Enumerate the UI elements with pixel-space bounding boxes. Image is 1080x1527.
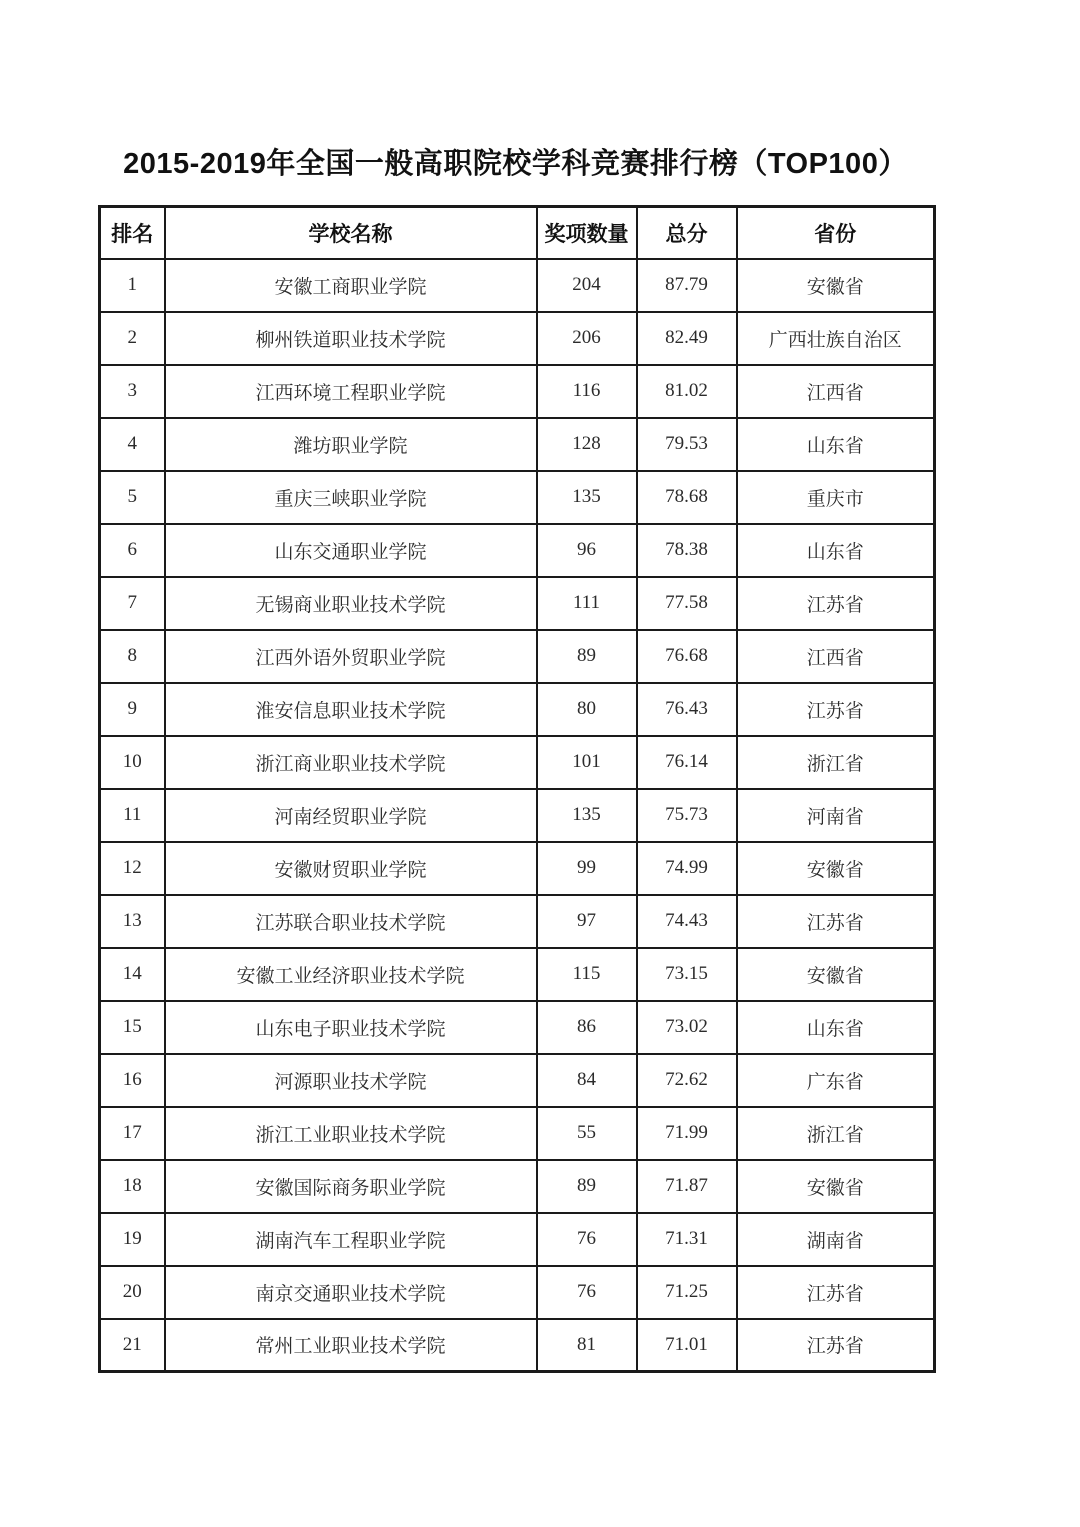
rank-cell: 15 xyxy=(100,1001,165,1054)
total-score-cell: 73.02 xyxy=(637,1001,737,1054)
school-name-cell: 山东交通职业学院 xyxy=(165,524,537,577)
table-body xyxy=(100,259,935,1372)
column-header-awards: 奖项数量 xyxy=(537,207,637,259)
total-score-cell: 79.53 xyxy=(637,418,737,471)
awards-count-cell: 206 xyxy=(537,312,637,365)
province-cell: 山东省 xyxy=(737,524,935,577)
column-header-score: 总分 xyxy=(637,207,737,259)
province-cell: 山东省 xyxy=(737,1001,935,1054)
total-score-cell: 71.31 xyxy=(637,1213,737,1266)
total-score-cell: 71.99 xyxy=(637,1107,737,1160)
rank-cell: 10 xyxy=(100,736,165,789)
total-score-cell: 75.73 xyxy=(637,789,737,842)
rank-cell: 16 xyxy=(100,1054,165,1107)
table-row xyxy=(100,948,935,1001)
table-row xyxy=(100,1054,935,1107)
awards-count-cell: 81 xyxy=(537,1319,637,1372)
awards-count-cell: 76 xyxy=(537,1213,637,1266)
total-score-cell: 74.43 xyxy=(637,895,737,948)
awards-count-cell: 128 xyxy=(537,418,637,471)
rank-cell: 12 xyxy=(100,842,165,895)
column-header-school: 学校名称 xyxy=(165,207,537,259)
table-row xyxy=(100,895,935,948)
school-name-cell: 重庆三峡职业学院 xyxy=(165,471,537,524)
school-name-cell: 无锡商业职业技术学院 xyxy=(165,577,537,630)
awards-count-cell: 99 xyxy=(537,842,637,895)
awards-count-cell: 97 xyxy=(537,895,637,948)
total-score-cell: 73.15 xyxy=(637,948,737,1001)
rank-cell: 13 xyxy=(100,895,165,948)
total-score-cell: 71.25 xyxy=(637,1266,737,1319)
province-cell: 江苏省 xyxy=(737,895,935,948)
awards-count-cell: 115 xyxy=(537,948,637,1001)
total-score-cell: 76.14 xyxy=(637,736,737,789)
province-cell: 江苏省 xyxy=(737,1319,935,1372)
school-name-cell: 潍坊职业学院 xyxy=(165,418,537,471)
awards-count-cell: 111 xyxy=(537,577,637,630)
table-row xyxy=(100,1107,935,1160)
rank-cell: 20 xyxy=(100,1266,165,1319)
rank-cell: 7 xyxy=(100,577,165,630)
province-cell: 江西省 xyxy=(737,630,935,683)
table-row xyxy=(100,736,935,789)
awards-count-cell: 135 xyxy=(537,789,637,842)
total-score-cell: 74.99 xyxy=(637,842,737,895)
province-cell: 安徽省 xyxy=(737,948,935,1001)
school-name-cell: 江西环境工程职业学院 xyxy=(165,365,537,418)
table-row xyxy=(100,630,935,683)
province-cell: 安徽省 xyxy=(737,842,935,895)
school-name-cell: 柳州铁道职业技术学院 xyxy=(165,312,537,365)
total-score-cell: 77.58 xyxy=(637,577,737,630)
province-cell: 广西壮族自治区 xyxy=(737,312,935,365)
table-row xyxy=(100,524,935,577)
awards-count-cell: 55 xyxy=(537,1107,637,1160)
table-header xyxy=(100,207,935,259)
school-name-cell: 浙江商业职业技术学院 xyxy=(165,736,537,789)
awards-count-cell: 89 xyxy=(537,1160,637,1213)
awards-count-cell: 84 xyxy=(537,1054,637,1107)
total-score-cell: 82.49 xyxy=(637,312,737,365)
rank-cell: 19 xyxy=(100,1213,165,1266)
school-name-cell: 河源职业技术学院 xyxy=(165,1054,537,1107)
table-row xyxy=(100,1266,935,1319)
rank-cell: 5 xyxy=(100,471,165,524)
table-row xyxy=(100,842,935,895)
province-cell: 安徽省 xyxy=(737,259,935,312)
province-cell: 江苏省 xyxy=(737,683,935,736)
school-name-cell: 河南经贸职业学院 xyxy=(165,789,537,842)
total-score-cell: 78.68 xyxy=(637,471,737,524)
total-score-cell: 71.01 xyxy=(637,1319,737,1372)
table-header-row xyxy=(100,207,935,259)
table-row xyxy=(100,1319,935,1372)
column-header-rank: 排名 xyxy=(100,207,165,259)
school-name-cell: 安徽工业经济职业技术学院 xyxy=(165,948,537,1001)
total-score-cell: 78.38 xyxy=(637,524,737,577)
table-row xyxy=(100,789,935,842)
rank-cell: 4 xyxy=(100,418,165,471)
rank-cell: 3 xyxy=(100,365,165,418)
table-row xyxy=(100,1001,935,1054)
school-name-cell: 安徽工商职业学院 xyxy=(165,259,537,312)
school-name-cell: 常州工业职业技术学院 xyxy=(165,1319,537,1372)
province-cell: 江西省 xyxy=(737,365,935,418)
awards-count-cell: 96 xyxy=(537,524,637,577)
awards-count-cell: 80 xyxy=(537,683,637,736)
school-name-cell: 浙江工业职业技术学院 xyxy=(165,1107,537,1160)
province-cell: 山东省 xyxy=(737,418,935,471)
province-cell: 浙江省 xyxy=(737,1107,935,1160)
province-cell: 江苏省 xyxy=(737,577,935,630)
table-row xyxy=(100,683,935,736)
total-score-cell: 81.02 xyxy=(637,365,737,418)
awards-count-cell: 116 xyxy=(537,365,637,418)
awards-count-cell: 76 xyxy=(537,1266,637,1319)
province-cell: 湖南省 xyxy=(737,1213,935,1266)
awards-count-cell: 204 xyxy=(537,259,637,312)
school-name-cell: 江西外语外贸职业学院 xyxy=(165,630,537,683)
rank-cell: 21 xyxy=(100,1319,165,1372)
rank-cell: 1 xyxy=(100,259,165,312)
awards-count-cell: 86 xyxy=(537,1001,637,1054)
rank-cell: 17 xyxy=(100,1107,165,1160)
province-cell: 广东省 xyxy=(737,1054,935,1107)
awards-count-cell: 89 xyxy=(537,630,637,683)
table-row xyxy=(100,1213,935,1266)
table-row xyxy=(100,418,935,471)
table-row xyxy=(100,312,935,365)
table-row xyxy=(100,365,935,418)
school-name-cell: 淮安信息职业技术学院 xyxy=(165,683,537,736)
table-row xyxy=(100,1160,935,1213)
rank-cell: 2 xyxy=(100,312,165,365)
rank-cell: 9 xyxy=(100,683,165,736)
column-header-province: 省份 xyxy=(737,207,935,259)
rank-cell: 18 xyxy=(100,1160,165,1213)
total-score-cell: 71.87 xyxy=(637,1160,737,1213)
province-cell: 安徽省 xyxy=(737,1160,935,1213)
total-score-cell: 76.43 xyxy=(637,683,737,736)
school-name-cell: 南京交通职业技术学院 xyxy=(165,1266,537,1319)
page-title: 2015-2019年全国一般高职院校学科竞赛排行榜（TOP100） xyxy=(123,148,908,180)
rank-cell: 11 xyxy=(100,789,165,842)
total-score-cell: 72.62 xyxy=(637,1054,737,1107)
rank-cell: 14 xyxy=(100,948,165,1001)
document-content xyxy=(98,0,933,1373)
school-name-cell: 江苏联合职业技术学院 xyxy=(165,895,537,948)
awards-count-cell: 135 xyxy=(537,471,637,524)
province-cell: 江苏省 xyxy=(737,1266,935,1319)
total-score-cell: 87.79 xyxy=(637,259,737,312)
table-row xyxy=(100,259,935,312)
school-name-cell: 湖南汽车工程职业学院 xyxy=(165,1213,537,1266)
awards-count-cell: 101 xyxy=(537,736,637,789)
table-row xyxy=(100,471,935,524)
rank-cell: 6 xyxy=(100,524,165,577)
province-cell: 浙江省 xyxy=(737,736,935,789)
province-cell: 重庆市 xyxy=(737,471,935,524)
table-row xyxy=(100,577,935,630)
school-name-cell: 安徽财贸职业学院 xyxy=(165,842,537,895)
ranking-table xyxy=(98,205,936,1373)
province-cell: 河南省 xyxy=(737,789,935,842)
school-name-cell: 安徽国际商务职业学院 xyxy=(165,1160,537,1213)
total-score-cell: 76.68 xyxy=(637,630,737,683)
school-name-cell: 山东电子职业技术学院 xyxy=(165,1001,537,1054)
rank-cell: 8 xyxy=(100,630,165,683)
